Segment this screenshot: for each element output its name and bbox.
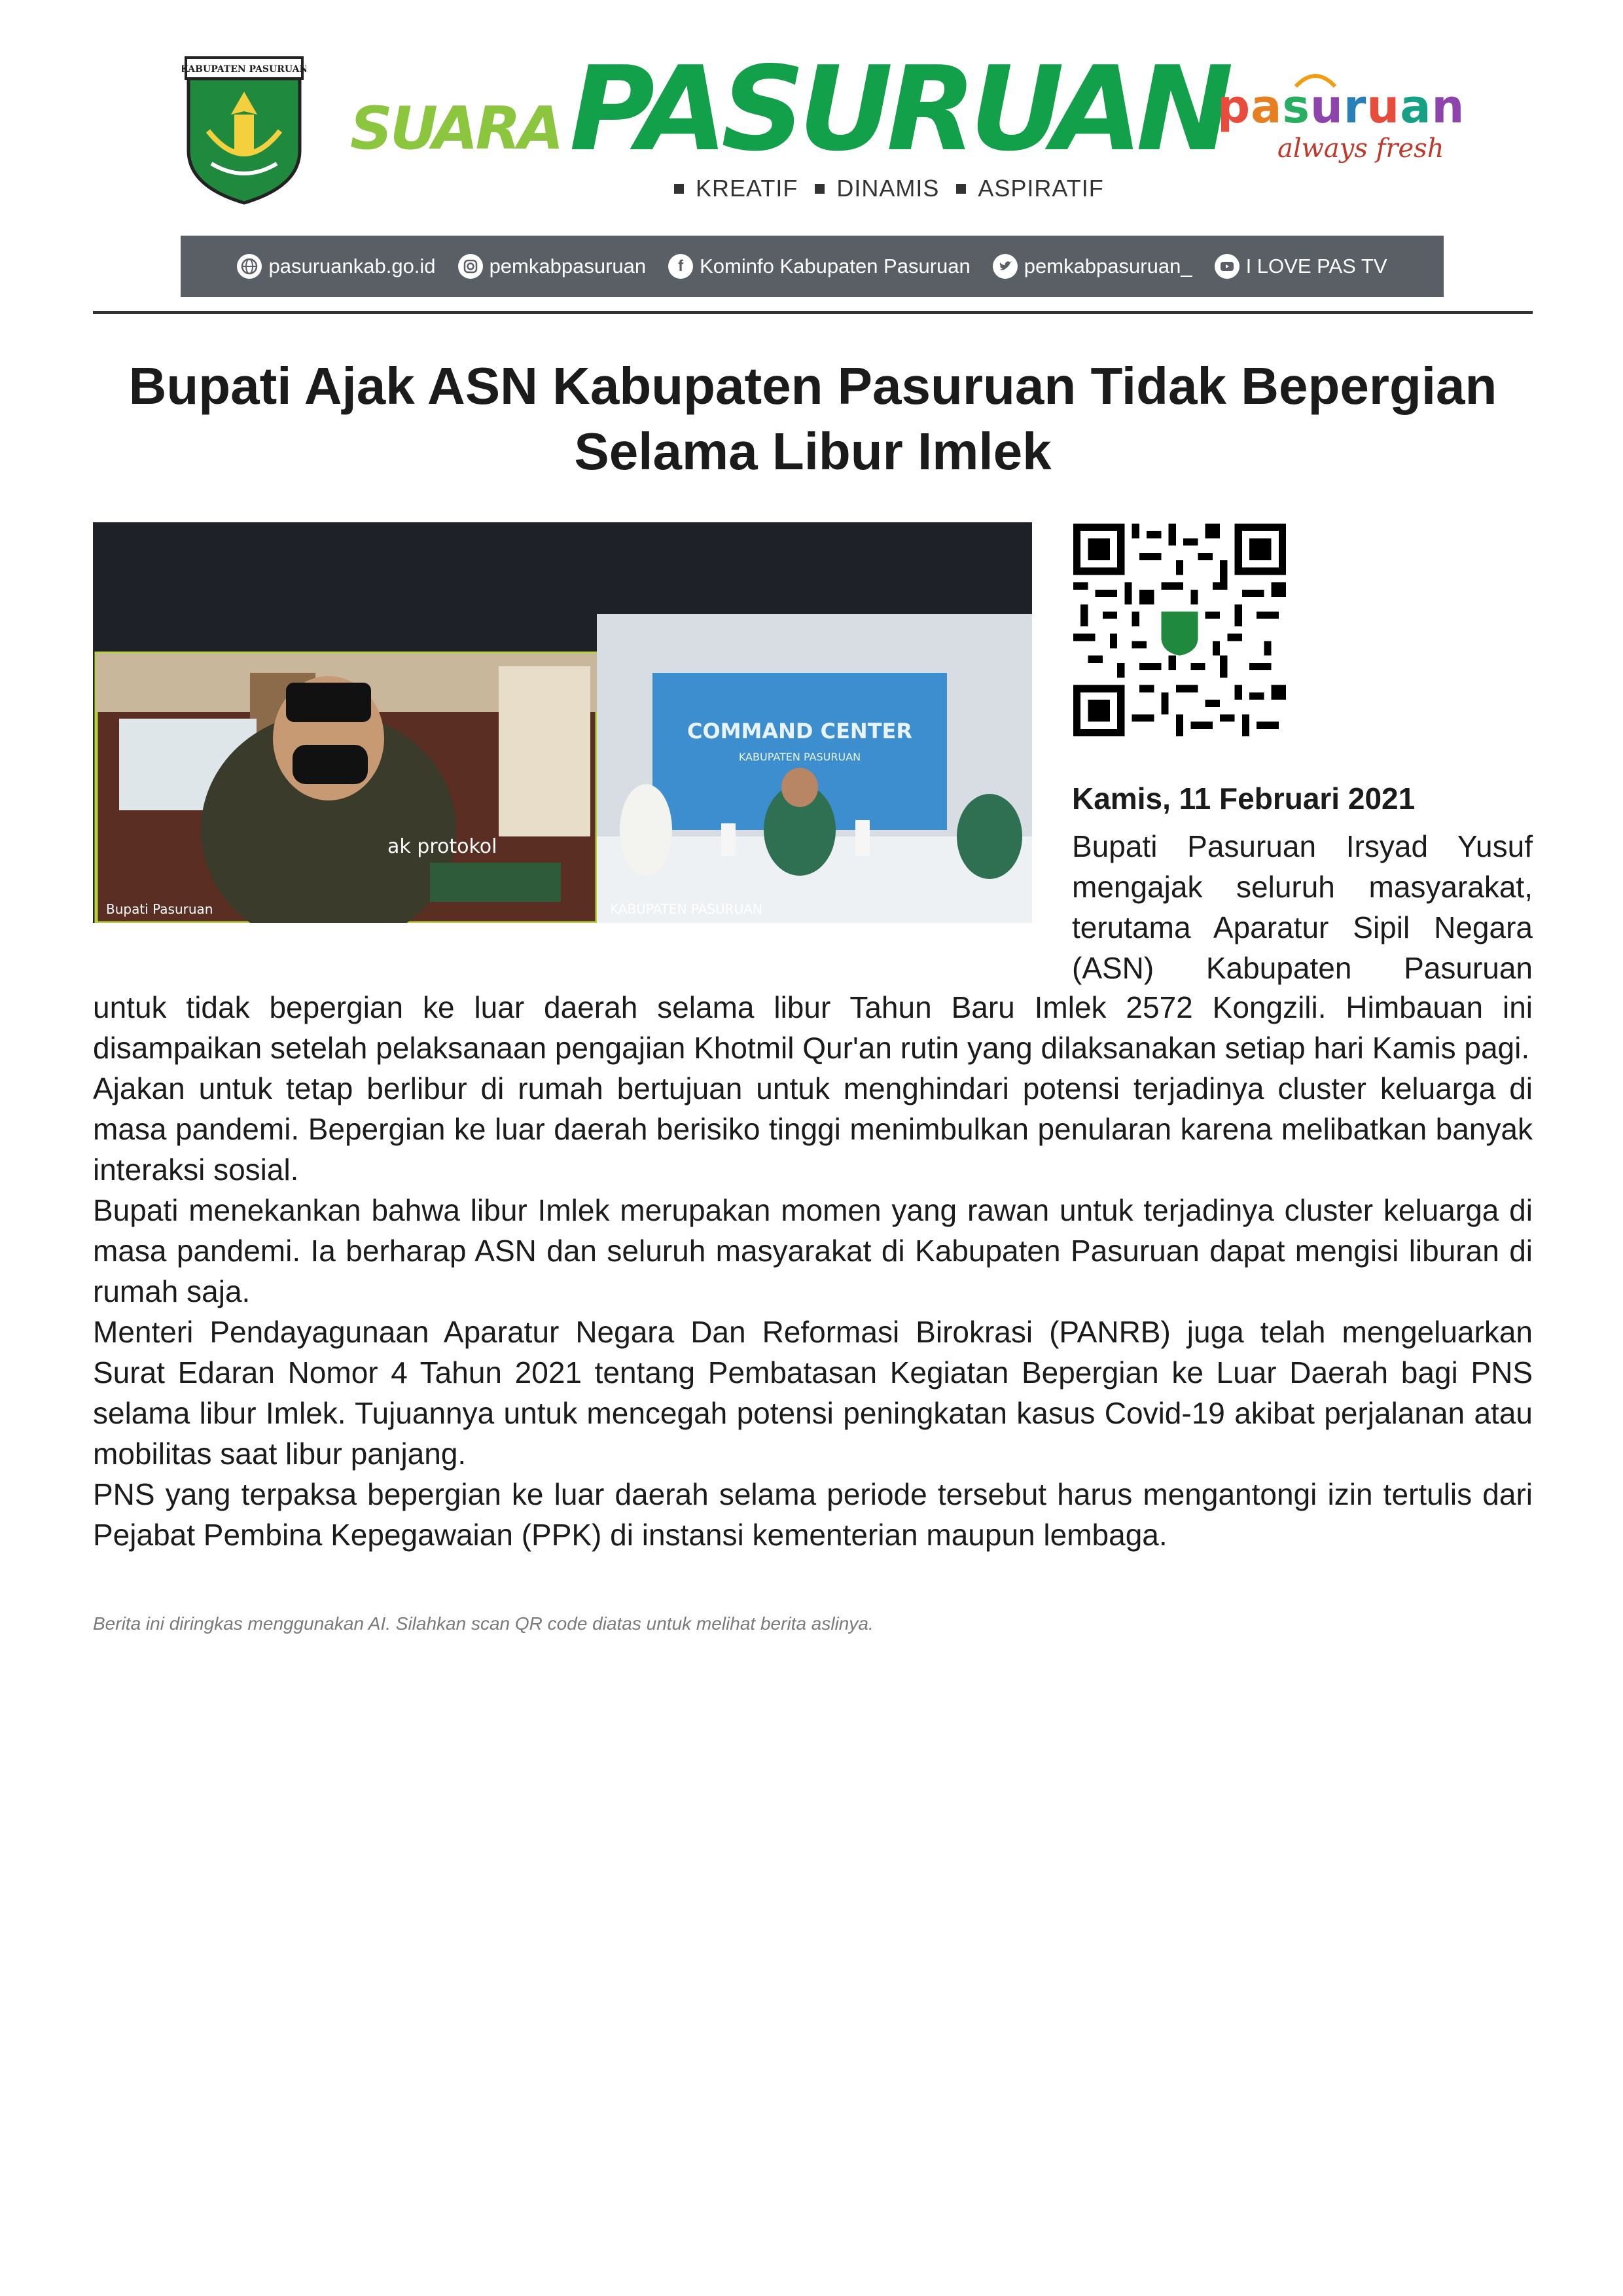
bullet-square-icon bbox=[956, 184, 966, 194]
article-paragraph: Ajakan untuk tetap berlibur di rumah bertujuan untuk menghindari potensi terjadinya cluster keluarga di masa pandemi. Bepergian ke luar daerah berisiko tinggi menimbulkan penularan karena melibatkan banyak interaksi sosial. bbox=[93, 1071, 1533, 1187]
globe-icon bbox=[237, 254, 262, 279]
article-paragraph: Bupati menekankan bahwa libur Imlek merupakan momen yang rawan untuk terjadinya cluster keluarga di masa pandemi. Ia berharap ASN dan seluruh masyarakat di Kabupaten Pasuruan dapat mengisi liburan di rumah saja. bbox=[93, 1193, 1533, 1308]
tourism-brand-logo bbox=[1217, 77, 1465, 175]
social-label: pemkabpasuruan_ bbox=[1024, 255, 1192, 278]
ai-summary-disclaimer: Berita ini diringkas menggunakan AI. Silahkan scan QR code diatas untuk melihat berita aslinya. bbox=[93, 1613, 874, 1634]
social-link-facebook[interactable] bbox=[668, 254, 971, 279]
qr-code[interactable] bbox=[1073, 524, 1286, 736]
brand-tagline bbox=[674, 175, 1104, 202]
svg-text:KABUPATEN PASURUAN: KABUPATEN PASURUAN bbox=[182, 64, 306, 75]
social-link-instagram[interactable] bbox=[458, 254, 647, 279]
facebook-icon: f bbox=[668, 254, 693, 279]
social-link-youtube[interactable] bbox=[1215, 254, 1387, 279]
svg-text:ak protokol: ak protokol bbox=[387, 835, 497, 858]
social-media-bar bbox=[181, 236, 1444, 297]
regency-crest-logo bbox=[182, 52, 306, 206]
social-label: pemkabpasuruan bbox=[489, 255, 647, 278]
twitter-icon bbox=[993, 254, 1018, 279]
lead-line: mengajak seluruh masyarakat, bbox=[1072, 870, 1533, 904]
svg-text:Bupati Pasuruan: Bupati Pasuruan bbox=[106, 901, 213, 917]
article-body bbox=[93, 987, 1533, 1555]
social-label: Kominfo Kabupaten Pasuruan bbox=[700, 255, 971, 278]
social-link-website[interactable] bbox=[237, 254, 435, 279]
article-photo bbox=[93, 522, 1032, 923]
bullet-square-icon bbox=[815, 184, 825, 194]
lead-line: (ASN) Kabupaten Pasuruan bbox=[1072, 951, 1533, 985]
tagline-item: KREATIF bbox=[674, 175, 798, 202]
tagline-item: ASPIRATIF bbox=[956, 175, 1103, 202]
article-paragraph: Menteri Pendayagunaan Aparatur Negara Dan Reformasi Birokrasi (PANRB) juga telah mengeluarkan Surat Edaran Nomor 4 Tahun 2021 tentang Pembatasan Kegiatan Bepergian ke Luar Daerah bagi PNS selama libur Imlek. Tujuannya untuk mencegah potensi peningkatan kasus Covid-19 akibat perjalanan atau mobilitas saat libur panjang. bbox=[93, 1315, 1533, 1471]
tourism-wordmark: pasuruan bbox=[1217, 80, 1465, 134]
social-label: I LOVE PAS TV bbox=[1245, 255, 1387, 278]
svg-text:KABUPATEN PASURUAN: KABUPATEN PASURUAN bbox=[610, 901, 762, 917]
tourism-slogan: always fresh bbox=[1277, 134, 1444, 164]
tagline-item: DINAMIS bbox=[815, 175, 939, 202]
brand-pasuruan: PASURUAN bbox=[569, 41, 1227, 177]
instagram-icon bbox=[458, 254, 483, 279]
header-divider bbox=[93, 311, 1533, 314]
article-title: Bupati Ajak ASN Kabupaten Pasuruan Tidak Bepergian Selama Libur Imlek bbox=[128, 357, 1497, 480]
lead-line: terutama Aparatur Sipil Negara bbox=[1072, 910, 1533, 944]
lead-line: Bupati Pasuruan Irsyad Yusuf bbox=[1072, 829, 1533, 863]
social-link-twitter[interactable] bbox=[993, 254, 1192, 279]
social-label: pasuruankab.go.id bbox=[268, 255, 436, 278]
youtube-icon bbox=[1215, 254, 1240, 279]
article-paragraph: PNS yang terpaksa bepergian ke luar daerah selama periode tersebut harus mengantongi izin tertulis dari Pejabat Pembina Kepegawaian (PPK) di instansi kementerian maupun lembaga. bbox=[93, 1477, 1533, 1552]
article-date: Kamis, 11 Februari 2021 bbox=[1072, 781, 1416, 816]
svg-text:KABUPATEN PASURUAN: KABUPATEN PASURUAN bbox=[738, 751, 861, 763]
brand-suara: SUARA bbox=[350, 94, 562, 163]
article-paragraph: untuk tidak bepergian ke luar daerah selama libur Tahun Baru Imlek 2572 Kongzili. Himbauan ini disampaikan setelah pelaksanaan pengajian Khotmil Qur'an rutin yang dilaksanakan setiap hari Kamis pagi. bbox=[93, 990, 1533, 1065]
svg-text:COMMAND CENTER: COMMAND CENTER bbox=[687, 719, 913, 744]
bullet-square-icon bbox=[674, 184, 684, 194]
